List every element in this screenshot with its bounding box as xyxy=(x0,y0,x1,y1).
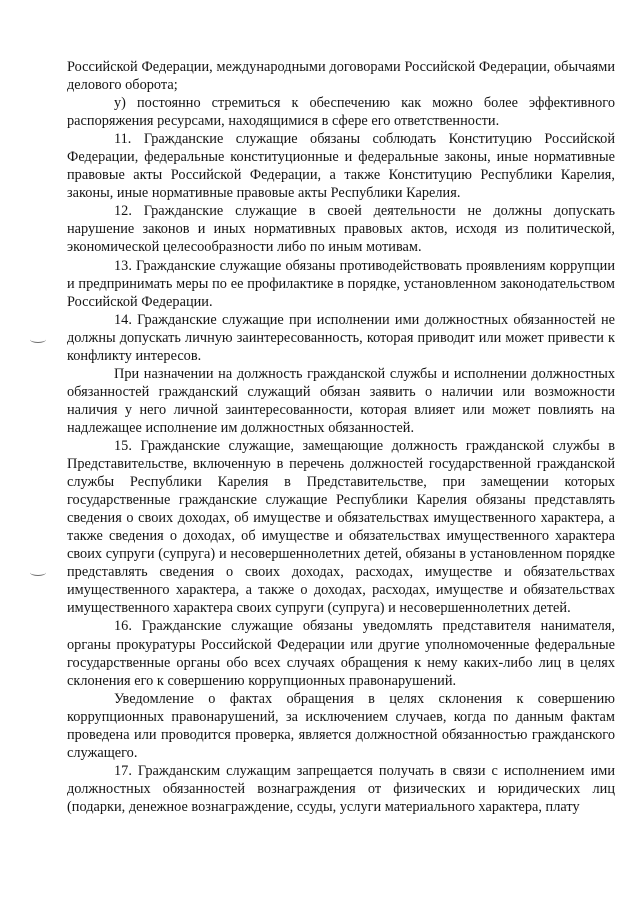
paragraph-14: 14. Гражданские служащие при исполнении ими должностных обязанностей не должны допускать личную заинтересованность, которая приводит или может привести к конфликту интересов. xyxy=(67,311,615,364)
paragraph-16: 16. Гражданские служащие обязаны уведомлять представителя нанимателя, органы прокуратуры Российской Федерации или другие уполномоченные федеральные государственные органы обо всех случаях обращения к нему каких-либо лиц в целях склонения его к совершению коррупционных правонарушений. xyxy=(67,618,615,689)
paragraph-12: 12. Гражданские служащие в своей деятельности не должны допускать нарушение законов и иных нормативных правовых актов, исходя из политической, экономической целесообразности либо по иным мотивам. xyxy=(67,203,615,256)
paragraph-item-u: у) постоянно стремиться к обеспечению как можно более эффективного распоряжения ресурсами, находящимися в сфере его ответственности. xyxy=(67,95,615,130)
margin-mark-upper xyxy=(30,336,46,343)
margin-mark-lower xyxy=(30,569,46,576)
paragraph-16-notification: Уведомление о фактах обращения в целях склонения к совершению коррупционных правонарушений, за исключением случаев, когда по данным фактам проведена или проводится проверка, является должностной обязанностью гражданского служащего. xyxy=(67,690,615,761)
paragraph-11: 11. Гражданские служащие обязаны соблюдать Конституцию Российской Федерации, федеральные конституционные и федеральные законы, иные нормативные правовые акты Российской Федерации, а также Конституцию Республики Карелия, законы, иные нормативные правовые акты Республики Карелия. xyxy=(67,131,615,202)
paragraph-13: 13. Гражданские служащие обязаны противодействовать проявлениям коррупции и предпринимать меры по ее профилактике в порядке, установленном законодательством Российской Федерации. xyxy=(67,257,615,310)
paragraph-14-appointment: При назначении на должность гражданской службы и исполнении должностных обязанностей гражданский служащий обязан заявить о наличии или возможности наличия у него личной заинтересованности, которая влияет или может повлиять на надлежащее исполнение им должностных обязанностей. xyxy=(67,365,615,436)
paragraph-continuation: Российской Федерации, международными договорами Российской Федерации, обычаями делового оборота; xyxy=(67,59,615,94)
document-body xyxy=(67,58,615,816)
paragraph-17: 17. Гражданским служащим запрещается получать в связи с исполнением ими должностных обязанностей вознаграждения от физических и юридических лиц (подарки, денежное вознаграждение, ссуды, услуги материального характера, плату xyxy=(67,762,615,815)
paragraph-15: 15. Гражданские служащие, замещающие должность гражданской службы в Представительстве, включенную в перечень должностей государственной гражданской службы Республики Карелия в Представительстве, при замещении которых государственные гражданские служащие Республики Карелия обязаны представлять сведения о своих доходах, об имуществе и обязательствах имущественного характера, а также сведения о доходах, об имуществе и обязательствах имущественного характера своих супруги (супруга) и несовершеннолетних детей, обязаны в установленном порядке представлять сведения о своих доходах, расходах, имуществе и обязательствах имущественного характера, а также о доходах, расходах, имуществе и обязательствах имущественного характера своих супруги (супруга) и несовершеннолетних детей. xyxy=(67,437,615,617)
